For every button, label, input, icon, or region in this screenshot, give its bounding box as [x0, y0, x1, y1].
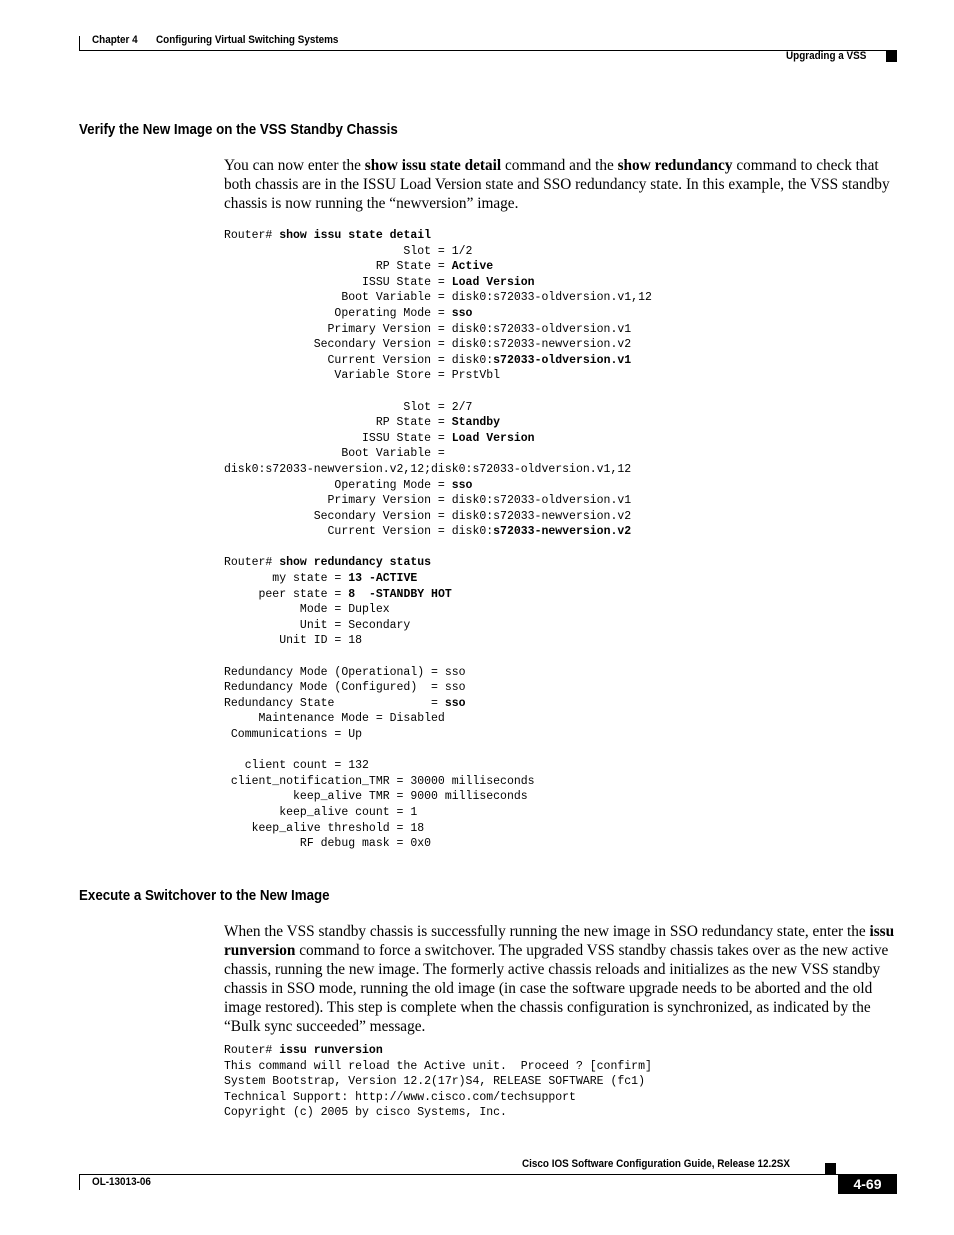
code-line: [224, 276, 535, 289]
code-text: Boot Variable =: [224, 447, 445, 461]
code-text: Maintenance Mode = Disabled: [224, 712, 445, 726]
code-text: ISSU State =: [224, 275, 452, 289]
code-text: Secondary Version = disk0:s72033-newversion.v2: [224, 338, 632, 352]
code-text: Primary Version = disk0:s72033-oldversion.v1: [224, 322, 632, 336]
code-text: keep_alive TMR = 9000 milliseconds: [224, 790, 528, 804]
code-line: [224, 260, 493, 273]
header-chapter-title: Configuring Virtual Switching Systems: [156, 34, 339, 46]
code-line: [224, 463, 631, 476]
code-text: Slot = 2/7: [224, 400, 473, 414]
code-text: Redundancy State =: [224, 696, 445, 710]
code-line: [224, 697, 466, 710]
code-line: [224, 401, 472, 414]
code-line: [224, 556, 431, 569]
section-heading-verify: Verify the New Image on the VSS Standby Chassis: [79, 122, 398, 138]
code-line: [224, 479, 472, 492]
code-text: RP State =: [224, 260, 452, 274]
code-line: [224, 822, 424, 835]
code-line: [224, 1060, 652, 1073]
code-line: [224, 790, 528, 803]
code-text: client_notification_TMR = 30000 milliseconds: [224, 774, 535, 788]
code-text: Secondary Version = disk0:s72033-newversion.v2: [224, 509, 632, 523]
footer-guide-title: Cisco IOS Software Configuration Guide, Release 12.2SX: [522, 1158, 790, 1170]
header-chapter: Chapter 4: [92, 34, 138, 46]
code-text: Unit ID = 18: [224, 634, 363, 648]
code-line: [224, 1091, 576, 1104]
code-text: disk0:s72033-newversion.v2,12;disk0:s72033-oldversion.v1,12: [224, 462, 632, 476]
section-heading-switchover: Execute a Switchover to the New Image: [79, 888, 330, 904]
para-verify-run: command and the: [501, 157, 618, 174]
code-command: 8 -STANDBY HOT: [348, 587, 452, 601]
code-line: [224, 369, 500, 382]
code-line: [224, 1106, 507, 1119]
para-switchover-run: issu runversion: [224, 923, 895, 959]
code-text: Current Version = disk0:: [224, 525, 494, 539]
code-text: RF debug mask = 0x0: [224, 837, 432, 851]
code-text: Technical Support: http://www.cisco.com/techsupport: [224, 1090, 576, 1104]
code-command: Active: [451, 260, 494, 274]
code-text: Primary Version = disk0:s72033-oldversion.v1: [224, 494, 632, 508]
code-text: my state =: [224, 572, 349, 586]
code-text: This command will reload the Active unit. Proceed ? [confirm]: [224, 1059, 652, 1073]
code-text: Operating Mode =: [224, 306, 452, 320]
header-rule: [79, 50, 897, 51]
code-text: Router#: [224, 229, 280, 242]
code-line: [224, 1075, 645, 1088]
code-line: [224, 634, 362, 647]
code-line: [224, 619, 410, 632]
code-line: [224, 416, 500, 429]
code-line: [224, 510, 631, 523]
code-line: [224, 775, 535, 788]
code-text: Operating Mode =: [224, 478, 452, 492]
section-verify-paragraph: [224, 156, 900, 213]
section-switchover-paragraph: [224, 922, 900, 1036]
para-verify-run: You can now enter the: [224, 157, 365, 174]
code-line: [224, 323, 631, 336]
footer-marker-block: [825, 1163, 836, 1174]
code-command: issu runversion: [279, 1044, 383, 1057]
code-line: [224, 806, 417, 819]
code-text: Boot Variable = disk0:s72033-oldversion.v1,12: [224, 291, 652, 305]
code-line: [224, 494, 631, 507]
code-command: Load Version: [451, 431, 535, 445]
code-block-verify: [224, 228, 652, 852]
code-text: client count = 132: [224, 759, 369, 773]
code-text: Variable Store = PrstVbl: [224, 369, 501, 383]
code-text: keep_alive count = 1: [224, 805, 418, 819]
para-verify-run: command to check that both chassis are in the ISSU Load Version state and SSO redundancy state. In this example, the VSS standby chassis is now running the “newversion” image.: [224, 157, 890, 212]
code-line: [224, 681, 466, 694]
footer-page-number: 4-69: [853, 1176, 882, 1192]
code-text: Mode = Duplex: [224, 603, 390, 617]
para-verify-run: show redundancy: [617, 157, 733, 174]
code-text: Redundancy Mode (Configured) = sso: [224, 681, 466, 695]
code-line: [224, 837, 431, 850]
code-text: Current Version = disk0:: [224, 353, 494, 367]
header-section: Upgrading a VSS: [786, 50, 867, 62]
code-line: [224, 354, 631, 367]
code-text: keep_alive threshold = 18: [224, 821, 425, 835]
code-line: [224, 572, 417, 585]
code-line: [224, 229, 431, 242]
code-text: Slot = 1/2: [224, 244, 473, 258]
code-text: System Bootstrap, Version 12.2(17r)S4, RELEASE SOFTWARE (fc1): [224, 1075, 645, 1089]
code-line: [224, 603, 390, 616]
code-line: [224, 447, 445, 460]
code-text: Copyright (c) 2005 by cisco Systems, Inc.: [224, 1106, 507, 1120]
footer-page-number-box: [838, 1175, 897, 1194]
code-command: show issu state detail: [279, 229, 432, 242]
code-text: Router#: [224, 1044, 280, 1057]
code-line: [224, 245, 472, 258]
code-line: [224, 759, 369, 772]
code-text: ISSU State =: [224, 431, 452, 445]
code-line: [224, 666, 466, 679]
code-text: Router#: [224, 556, 280, 570]
header-marker-block: [886, 51, 897, 62]
code-command: sso: [451, 306, 473, 320]
footer-doc-number: OL-13013-06: [92, 1176, 151, 1188]
code-line: [224, 338, 631, 351]
code-line: [224, 712, 445, 725]
code-command: 13 -ACTIVE: [348, 572, 418, 586]
code-command: sso: [444, 696, 466, 710]
para-verify-run: show issu state detail: [364, 157, 502, 174]
footer-left-rule: [79, 1174, 80, 1190]
footer-rule: [79, 1174, 897, 1175]
code-command: s72033-oldversion.v1: [493, 353, 632, 367]
code-line: [224, 1044, 383, 1057]
code-line: [224, 728, 362, 741]
code-text: peer state =: [224, 587, 349, 601]
code-command: sso: [451, 478, 473, 492]
code-text: Redundancy Mode (Operational) = sso: [224, 665, 466, 679]
code-text: Unit = Secondary: [224, 618, 411, 632]
code-line: [224, 588, 452, 601]
code-command: Standby: [451, 416, 501, 430]
para-switchover-run: When the VSS standby chassis is successfully running the new image in SSO redundancy state, enter the: [224, 923, 870, 940]
code-command: show redundancy status: [279, 556, 432, 570]
code-command: Load Version: [451, 275, 535, 289]
code-line: [224, 432, 535, 445]
code-block-switchover: [224, 1043, 652, 1121]
code-line: [224, 525, 631, 538]
code-line: [224, 291, 652, 304]
code-command: s72033-newversion.v2: [493, 525, 632, 539]
code-text: RP State =: [224, 416, 452, 430]
header-left-rule: [79, 36, 80, 51]
code-text: Communications = Up: [224, 728, 363, 741]
para-switchover-run: command to force a switchover. The upgraded VSS standby chassis takes over as the new active chassis, running the new image. The formerly active chassis reloads and initializes as the new VSS standby chassis in SSO mode, running the old image (in case the software upgrade needs to be aborted and the old image restored). This step is complete when the chassis configuration is synchronized, as indicated by the “Bulk sync succeeded” message.: [224, 942, 889, 1035]
code-line: [224, 307, 472, 320]
